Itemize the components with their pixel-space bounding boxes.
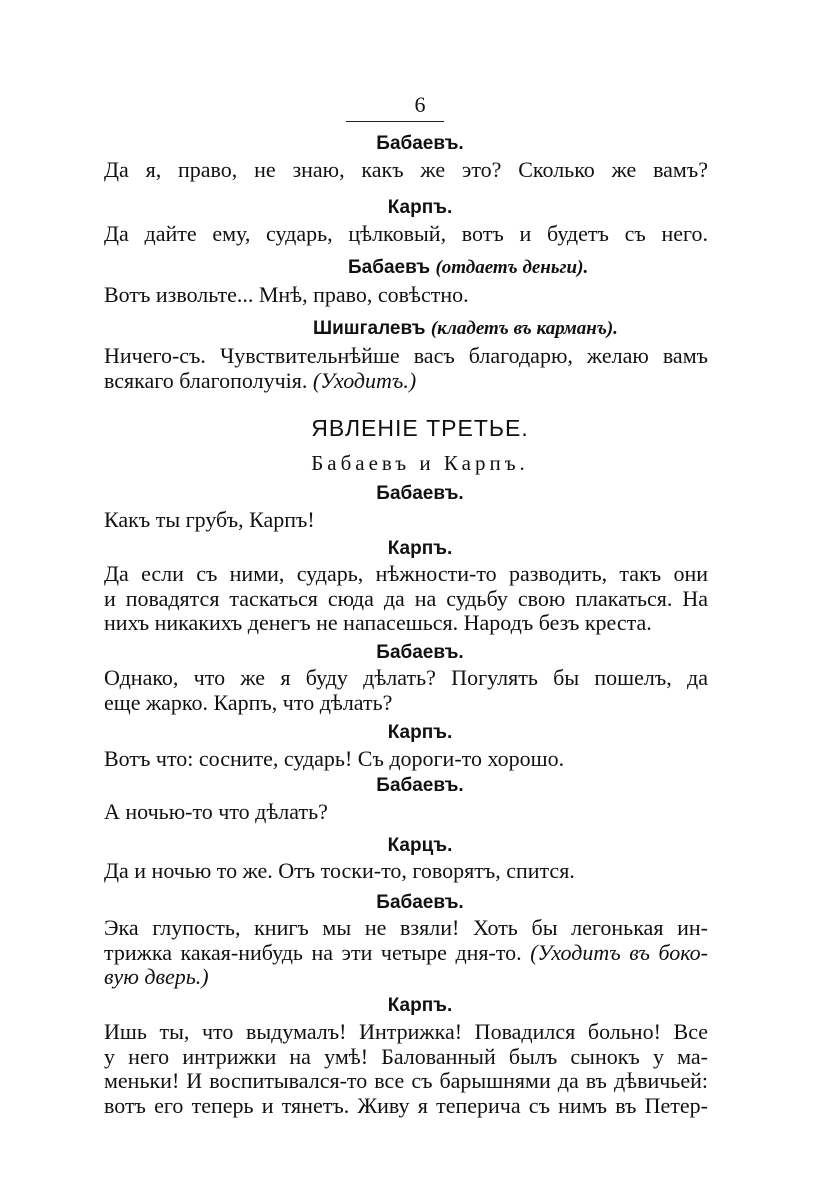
dialogue-line: вотъ его теперь и тянетъ. Живу я теперича съ нимъ въ Петер- xyxy=(104,1093,708,1118)
speaker-name: Бабаевъ. xyxy=(376,133,464,154)
dialogue-line: Вотъ извольте... Мнѣ, право, совѣстно. xyxy=(104,282,469,307)
dialogue-line: меньки! И воспитывался-то все съ барышнями да въ дѣвичьей: xyxy=(104,1068,708,1093)
speaker-name: Бабаевъ xyxy=(348,257,431,278)
speaker-name: Карпъ. xyxy=(387,995,453,1016)
page-number: 6 xyxy=(414,92,426,117)
dialogue-line: Да дайте ему, сударь, цѣлковый, вотъ и будетъ съ него. xyxy=(104,221,708,246)
dialogue-line: Да если съ ними, сударь, нѣжности-то разводить, такъ они xyxy=(104,561,708,586)
dialogue-line xyxy=(104,367,708,395)
dialogue-text: трижка какая-нибудь на эти четыре дня-то. xyxy=(104,940,522,965)
speaker-name: Бабаевъ. xyxy=(376,775,464,796)
dialogue-line: Эка глупость, книгъ мы не взяли! Хоть бы легонькая ин- xyxy=(104,915,708,940)
speaker-name: Карцъ. xyxy=(387,835,453,856)
dialogue-text: всякаго благополучія. xyxy=(104,368,308,393)
dialogue-line: Да я, право, не знаю, какъ же это? Сколько же вамъ? xyxy=(104,157,708,182)
speaker-with-direction xyxy=(313,317,618,341)
stage-direction: (кладетъ въ карманъ). xyxy=(430,318,618,339)
dialogue-line: нихъ никакихъ денегъ не напасешься. Народъ безъ креста. xyxy=(104,610,652,635)
dialogue-line: А ночью-то что дѣлать? xyxy=(104,799,328,824)
stage-direction: (Уходитъ въ боко- xyxy=(530,940,709,965)
scene-title: ЯВЛЕНІЕ ТРЕТЬЕ. xyxy=(311,415,529,441)
dialogue-line: Да и ночью то же. Отъ тоски-то, говорятъ, спится. xyxy=(104,858,575,883)
stage-direction: вую дверь.) xyxy=(104,964,209,989)
speaker-name: Шишгалевъ xyxy=(313,318,426,339)
speaker-name: Бабаевъ. xyxy=(376,642,464,663)
stage-direction: (отдаетъ деньги). xyxy=(435,257,589,278)
dialogue-line: Ничего-съ. Чувствительнѣйше васъ благодарю, желаю вамъ xyxy=(104,343,708,368)
speaker-name: Карпъ. xyxy=(387,722,453,743)
dialogue-line: Ишь ты, что выдумалъ! Интрижка! Повадился больно! Все xyxy=(104,1019,708,1044)
speaker-name: Бабаевъ. xyxy=(376,892,464,913)
dialogue-line: Однако, что же я буду дѣлать? Погулять бы пошелъ, да xyxy=(104,665,708,690)
dialogue-line xyxy=(104,963,708,991)
stage-direction: (Уходитъ.) xyxy=(312,368,417,393)
dialogue-line: еще жарко. Карпъ, что дѣлать? xyxy=(104,690,393,715)
scene-persons: Бабаевъ и Карпъ. xyxy=(311,451,529,475)
dialogue-line: Вотъ что: сосните, сударь! Съ дороги-то хорошо. xyxy=(104,746,565,771)
speaker-name: Карпъ. xyxy=(387,197,453,218)
dialogue-line: и повадятся таскаться сюда да на судьбу свою плакаться. На xyxy=(104,586,708,611)
speaker-name: Бабаевъ. xyxy=(376,483,464,504)
dialogue-line: у него интрижки на умѣ! Балованный былъ сынокъ у ма- xyxy=(104,1044,708,1069)
speaker-name: Карпъ. xyxy=(387,538,453,559)
dialogue-line: Какъ ты грубъ, Карпъ! xyxy=(104,507,315,532)
speaker-with-direction xyxy=(348,256,588,280)
page-number-rule xyxy=(346,121,444,122)
